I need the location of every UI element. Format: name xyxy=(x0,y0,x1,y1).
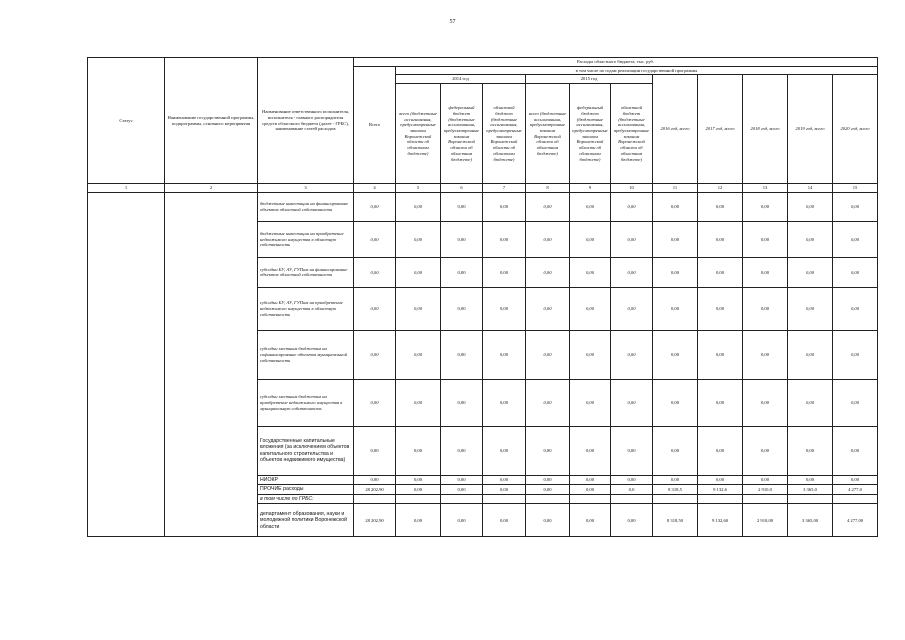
cell-value: 0,00 xyxy=(743,257,788,287)
cell-value xyxy=(743,494,788,504)
cell-value: 0,00 xyxy=(483,287,526,330)
cell-value: 0,00 xyxy=(354,192,396,221)
cell-value: 0,00 xyxy=(833,475,878,485)
header-2015-reg: областной бюджет (бюджетные ассигнования, предусмотренные законом Воронежской области об областном бюджете) xyxy=(611,84,653,184)
cell-value: 0,00 xyxy=(354,257,396,287)
header-total: Всего xyxy=(354,66,396,183)
cell-value: 0,00 xyxy=(526,192,570,221)
cell-value: 0,00 xyxy=(788,330,833,379)
cell-value: 0,00 xyxy=(483,475,526,485)
cell-value: 0,00 xyxy=(743,287,788,330)
row-label: бюджетные инвестиции на финансирование объектов областной собственности xyxy=(258,192,354,221)
cell-value: 0,00 xyxy=(653,330,698,379)
cell-value: 0,00 xyxy=(653,287,698,330)
cell-value: 0,00 xyxy=(441,379,483,426)
cell-value: 0,00 xyxy=(570,379,611,426)
row-label: департамент образования, науки и молодежной политики Воронежской области xyxy=(258,504,354,537)
cell-value: 8 318,50 xyxy=(653,504,698,537)
col-number: 9 xyxy=(570,184,611,193)
header-expenses-title: Расходы областного бюджета, тыс. руб. xyxy=(354,58,878,67)
cell-value: 0,00 xyxy=(570,257,611,287)
cell-value: 0,00 xyxy=(698,475,743,485)
header-2017: 2017 год, всего xyxy=(698,75,743,184)
cell-value: 0,00 xyxy=(354,221,396,257)
cell-value: 0,00 xyxy=(833,379,878,426)
header-executor-name: Наименование ответственного исполнителя, исполнителя - главного распорядителя средств областного бюджета (далее - ГРБС), наименование статей расходов xyxy=(258,58,354,184)
cell-value: 0,00 xyxy=(570,192,611,221)
cell-value: 0,00 xyxy=(788,221,833,257)
header-status: Статус xyxy=(88,58,165,184)
cell-value: 0,00 xyxy=(396,330,441,379)
row-label: в том числе по ГРБС: xyxy=(258,494,354,504)
cell-value xyxy=(653,494,698,504)
col-number: 10 xyxy=(611,184,653,193)
cell-value: 0,00 xyxy=(396,192,441,221)
cell-value: 0,00 xyxy=(526,287,570,330)
col-number: 7 xyxy=(483,184,526,193)
cell-value xyxy=(698,494,743,504)
header-program-name: Наименование государственной программы, подпрограммы, основного мероприятия xyxy=(165,58,258,184)
cell-value: 0,00 xyxy=(653,426,698,475)
program-cell xyxy=(165,192,258,537)
header-2018: 2018 год, всего xyxy=(743,75,788,184)
row-label: НИОКР xyxy=(258,475,354,485)
cell-value: 0,00 xyxy=(526,426,570,475)
cell-value: 0,00 xyxy=(483,330,526,379)
cell-value xyxy=(526,494,570,504)
cell-value: 0,00 xyxy=(833,330,878,379)
cell-value: 0,00 xyxy=(354,330,396,379)
page-number: 57 xyxy=(449,19,456,25)
header-2020: 2020 год, всего xyxy=(833,75,878,184)
cell-value: 0,00 xyxy=(788,379,833,426)
header-2015-fed: федеральный бюджет (бюджетные ассигнования, предусмотренные законом Воронежской области об областном бюджете) xyxy=(570,84,611,184)
cell-value: 0,00 xyxy=(788,192,833,221)
cell-value xyxy=(788,494,833,504)
cell-value: 0,00 xyxy=(653,379,698,426)
cell-value: 0,00 xyxy=(441,485,483,495)
table-row xyxy=(88,192,878,221)
cell-value: 0,00 xyxy=(743,426,788,475)
cell-value: 2 910,00 xyxy=(743,504,788,537)
cell-value: 0,00 xyxy=(833,287,878,330)
cell-value: 3 365,00 xyxy=(788,504,833,537)
cell-value: 0,00 xyxy=(611,221,653,257)
cell-value: 0,00 xyxy=(833,426,878,475)
cell-value: 0,00 xyxy=(354,475,396,485)
cell-value: 0,00 xyxy=(441,287,483,330)
cell-value: 0,00 xyxy=(653,475,698,485)
cell-value xyxy=(611,494,653,504)
cell-value: 28 202,90 xyxy=(354,485,396,495)
row-label: ПРОЧИЕ расходы xyxy=(258,485,354,495)
cell-value: 0,00 xyxy=(483,426,526,475)
cell-value: 0,00 xyxy=(354,287,396,330)
header-2016: 2016 год, всего xyxy=(653,75,698,184)
header-2019: 2019 год, всего xyxy=(788,75,833,184)
cell-value: 0,00 xyxy=(441,475,483,485)
header-by-years: в том числе по годам реализации государственной программы xyxy=(396,66,878,75)
cell-value: 0,00 xyxy=(698,287,743,330)
cell-value: 0,00 xyxy=(698,330,743,379)
cell-value: 0,00 xyxy=(396,475,441,485)
col-number: 1 xyxy=(88,184,165,193)
cell-value: 0,00 xyxy=(743,330,788,379)
cell-value: 0,00 xyxy=(483,221,526,257)
row-label: Государственные капитальные вложения (за исключением объектов капитального строительства и объектов недвижимого имущества) xyxy=(258,426,354,475)
cell-value: 0,00 xyxy=(441,426,483,475)
col-number: 11 xyxy=(653,184,698,193)
cell-value: 0,00 xyxy=(698,257,743,287)
row-label: субсидии местным бюджетам на приобретение недвижимого имущества в муниципальную собственность xyxy=(258,379,354,426)
row-label: субсидии БУ, АУ, ГУПам на финансирование объектов областной собственности xyxy=(258,257,354,287)
cell-value: 0,00 xyxy=(698,426,743,475)
cell-value: 0,00 xyxy=(743,221,788,257)
cell-value: 0,00 xyxy=(833,192,878,221)
cell-value: 9 132,6 xyxy=(698,485,743,495)
cell-value: 0,00 xyxy=(396,485,441,495)
col-number: 13 xyxy=(743,184,788,193)
cell-value: 0,00 xyxy=(611,257,653,287)
cell-value: 0,00 xyxy=(354,426,396,475)
cell-value: 0,00 xyxy=(570,485,611,495)
header-2015-total: всего (бюджетные ассигнования, предусмотренные законом Воронежской области об областном бюджете) xyxy=(526,84,570,184)
col-number: 3 xyxy=(258,184,354,193)
cell-value: 0,00 xyxy=(526,475,570,485)
col-number: 4 xyxy=(354,184,396,193)
cell-value: 0,00 xyxy=(441,221,483,257)
row-label: субсидии местным бюджетам на софинансирование объектов муниципальной собственности xyxy=(258,330,354,379)
header-year-2014: 2014 год xyxy=(396,75,526,84)
cell-value xyxy=(570,494,611,504)
cell-value: 0,00 xyxy=(833,221,878,257)
header-2014-total: всего (бюджетные ассигнования, предусмотренные законом Воронежской области об областном бюджете) xyxy=(396,84,441,184)
cell-value: 0,00 xyxy=(441,330,483,379)
cell-value: 0,00 xyxy=(526,221,570,257)
cell-value: 8 318,5 xyxy=(653,485,698,495)
col-number: 14 xyxy=(788,184,833,193)
row-label: субсидии БУ, АУ, ГУПам на приобретение недвижимого имущества в областную собственность xyxy=(258,287,354,330)
cell-value: 0,00 xyxy=(396,504,441,537)
cell-value: 0,00 xyxy=(570,426,611,475)
cell-value: 0,0 xyxy=(611,485,653,495)
cell-value: 0,00 xyxy=(788,257,833,287)
cell-value: 0,00 xyxy=(611,504,653,537)
cell-value: 0,00 xyxy=(611,379,653,426)
cell-value: 0,00 xyxy=(396,257,441,287)
cell-value: 0,00 xyxy=(570,330,611,379)
cell-value: 0,00 xyxy=(483,192,526,221)
cell-value: 0,00 xyxy=(441,192,483,221)
cell-value: 0,00 xyxy=(698,221,743,257)
cell-value xyxy=(483,494,526,504)
cell-value: 0,00 xyxy=(441,504,483,537)
cell-value: 28 202,90 xyxy=(354,504,396,537)
cell-value: 0,00 xyxy=(698,192,743,221)
cell-value: 4 277,0 xyxy=(833,485,878,495)
col-number: 12 xyxy=(698,184,743,193)
cell-value: 0,00 xyxy=(698,379,743,426)
cell-value: 0,00 xyxy=(788,287,833,330)
cell-value: 0,00 xyxy=(611,426,653,475)
status-cell xyxy=(88,192,165,537)
header-2014-fed: федеральный бюджет (бюджетные ассигнования, предусмотренные законом Воронежской области об областном бюджете) xyxy=(441,84,483,184)
cell-value: 0,00 xyxy=(570,287,611,330)
cell-value: 0,00 xyxy=(653,192,698,221)
col-number: 8 xyxy=(526,184,570,193)
cell-value: 0,00 xyxy=(441,257,483,287)
cell-value: 0,00 xyxy=(483,257,526,287)
cell-value: 3 365,0 xyxy=(788,485,833,495)
col-number: 6 xyxy=(441,184,483,193)
cell-value: 0,00 xyxy=(743,192,788,221)
cell-value: 0,00 xyxy=(396,287,441,330)
cell-value: 0,00 xyxy=(611,192,653,221)
cell-value: 9 132,60 xyxy=(698,504,743,537)
cell-value: 0,00 xyxy=(570,475,611,485)
cell-value: 0,00 xyxy=(653,221,698,257)
cell-value xyxy=(354,494,396,504)
cell-value: 0,00 xyxy=(526,379,570,426)
cell-value: 0,00 xyxy=(483,379,526,426)
column-number-row xyxy=(88,184,878,193)
cell-value: 0,00 xyxy=(483,485,526,495)
col-number: 2 xyxy=(165,184,258,193)
cell-value: 0,00 xyxy=(788,426,833,475)
cell-value: 0,00 xyxy=(526,504,570,537)
budget-table xyxy=(87,57,878,537)
cell-value: 0,00 xyxy=(788,475,833,485)
cell-value: 0,00 xyxy=(396,379,441,426)
row-label: бюджетные инвестиции на приобретение недвижимого имущества в областную собственность xyxy=(258,221,354,257)
cell-value: 0,00 xyxy=(611,287,653,330)
cell-value: 0,00 xyxy=(396,426,441,475)
cell-value: 0,00 xyxy=(570,504,611,537)
cell-value: 0,00 xyxy=(611,330,653,379)
cell-value: 0,00 xyxy=(570,221,611,257)
cell-value: 0,00 xyxy=(611,475,653,485)
cell-value xyxy=(833,494,878,504)
cell-value: 0,00 xyxy=(526,485,570,495)
cell-value: 2 910,0 xyxy=(743,485,788,495)
cell-value: 0,00 xyxy=(653,257,698,287)
cell-value: 0,00 xyxy=(526,330,570,379)
col-number: 5 xyxy=(396,184,441,193)
cell-value xyxy=(441,494,483,504)
cell-value: 0,00 xyxy=(743,475,788,485)
cell-value: 0,00 xyxy=(354,379,396,426)
cell-value: 0,00 xyxy=(526,257,570,287)
cell-value xyxy=(396,494,441,504)
cell-value: 0,00 xyxy=(396,221,441,257)
cell-value: 0,00 xyxy=(483,504,526,537)
cell-value: 4 277,00 xyxy=(833,504,878,537)
cell-value: 0,00 xyxy=(743,379,788,426)
cell-value: 0,00 xyxy=(833,257,878,287)
col-number: 15 xyxy=(833,184,878,193)
header-year-2015: 2015 год xyxy=(526,75,653,84)
header-2014-reg: областной бюджет (бюджетные ассигнования, предусмотренные законом Воронежской области об областном бюджете) xyxy=(483,84,526,184)
